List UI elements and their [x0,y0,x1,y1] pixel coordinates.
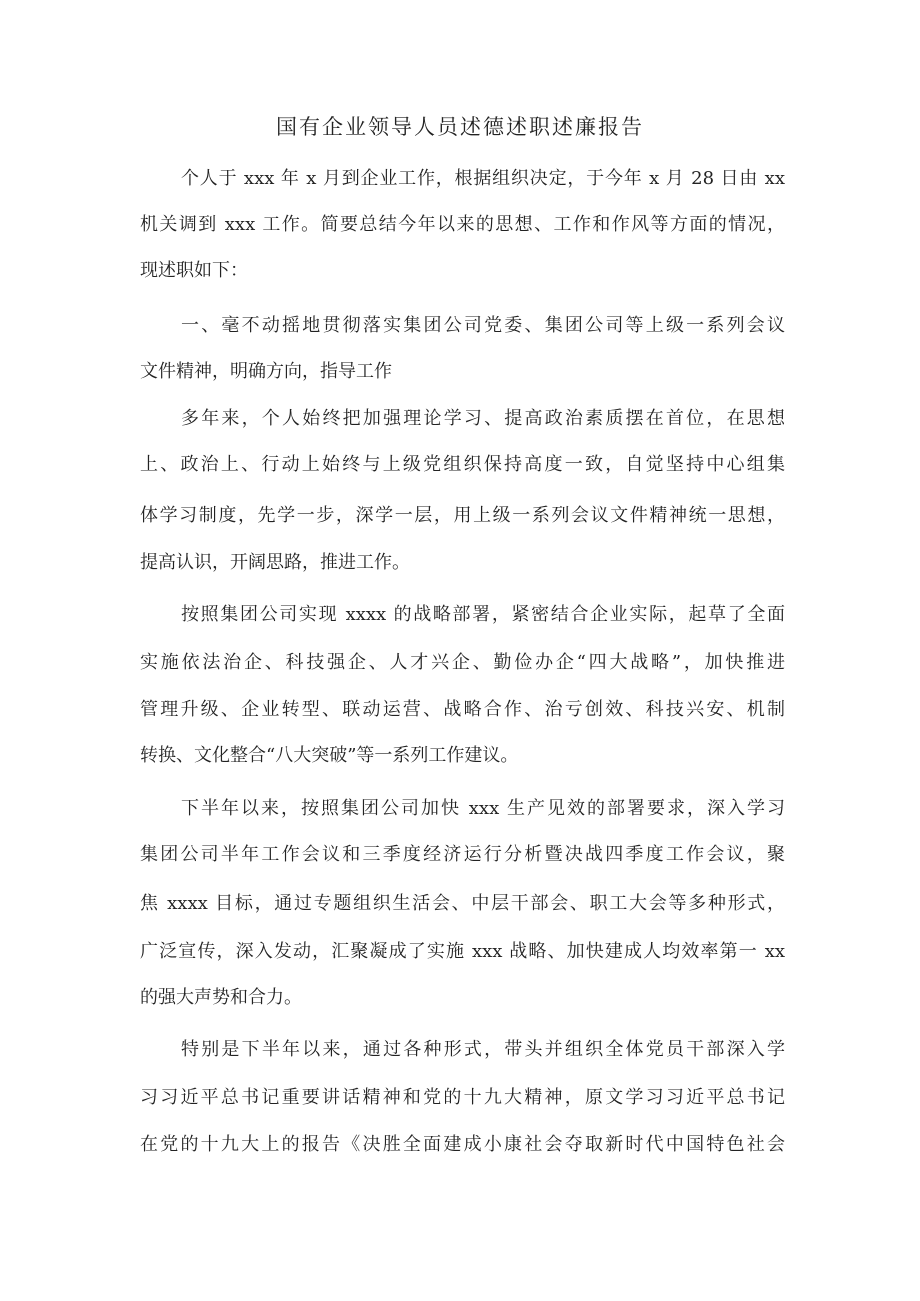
paragraph-line: 管理升级、企业转型、联动运营、战略合作、治亏创效、科技兴安、机制 [140,699,785,720]
paragraph-line: 习习近平总书记重要讲话精神和党的十九大精神，原文学习习近平总书记 [140,1087,785,1108]
document-title: 国有企业领导人员述德述职述廉报告 [276,115,644,139]
paragraph-line: 实施依法治企、科技强企、人才兴企、勤俭办企“四大战略”，加快推进 [140,652,785,673]
section-heading-line: 一、毫不动摇地贯彻落实集团公司党委、集团公司等上级一系列会议 [181,315,785,336]
paragraph-line: 焦 xxxx 目标，通过专题组织生活会、中层干部会、职工大会等多种形式， [140,893,785,914]
paragraph-line: 转换、文化整合“八大突破”等一系列工作建议。 [140,745,519,766]
paragraph-line: 现述职如下： [140,260,248,281]
paragraph-line: 在党的十九大上的报告《决胜全面建成小康社会夺取新时代中国特色社会 [140,1134,785,1155]
paragraph-line: 下半年以来，按照集团公司加快 xxx 生产见效的部署要求，深入学习 [181,798,785,819]
paragraph-line: 按照集团公司实现 xxxx 的战略部署，紧密结合企业实际，起草了全面 [181,604,785,625]
paragraph-line: 集团公司半年工作会议和三季度经济运行分析暨决战四季度工作会议，聚 [140,844,785,865]
paragraph-line: 上、政治上、行动上始终与上级党组织保持高度一致，自觉坚持中心组集 [140,454,785,475]
paragraph-line: 特别是下半年以来，通过各种形式，带头并组织全体党员干部深入学 [181,1039,785,1060]
paragraph-line: 机关调到 xxx 工作。简要总结今年以来的思想、工作和作风等方面的情况， [140,214,785,235]
paragraph-line: 多年来，个人始终把加强理论学习、提高政治素质摆在首位，在思想 [181,408,785,429]
paragraph-line: 提高认识，开阔思路，推进工作。 [140,552,410,573]
paragraph-line: 的强大声势和合力。 [140,987,302,1008]
paragraph-line: 广泛宣传，深入发动，汇聚凝成了实施 xxx 战略、加快建成人均效率第一 xx [140,941,785,962]
paragraph-line: 体学习制度，先学一步，深学一层，用上级一系列会议文件精神统一思想， [140,505,785,526]
section-heading-line: 文件精神，明确方向，指导工作 [140,361,392,382]
paragraph-line: 个人于 xxx 年 x 月到企业工作，根据组织决定，于今年 x 月 28 日由 xx [181,168,785,189]
